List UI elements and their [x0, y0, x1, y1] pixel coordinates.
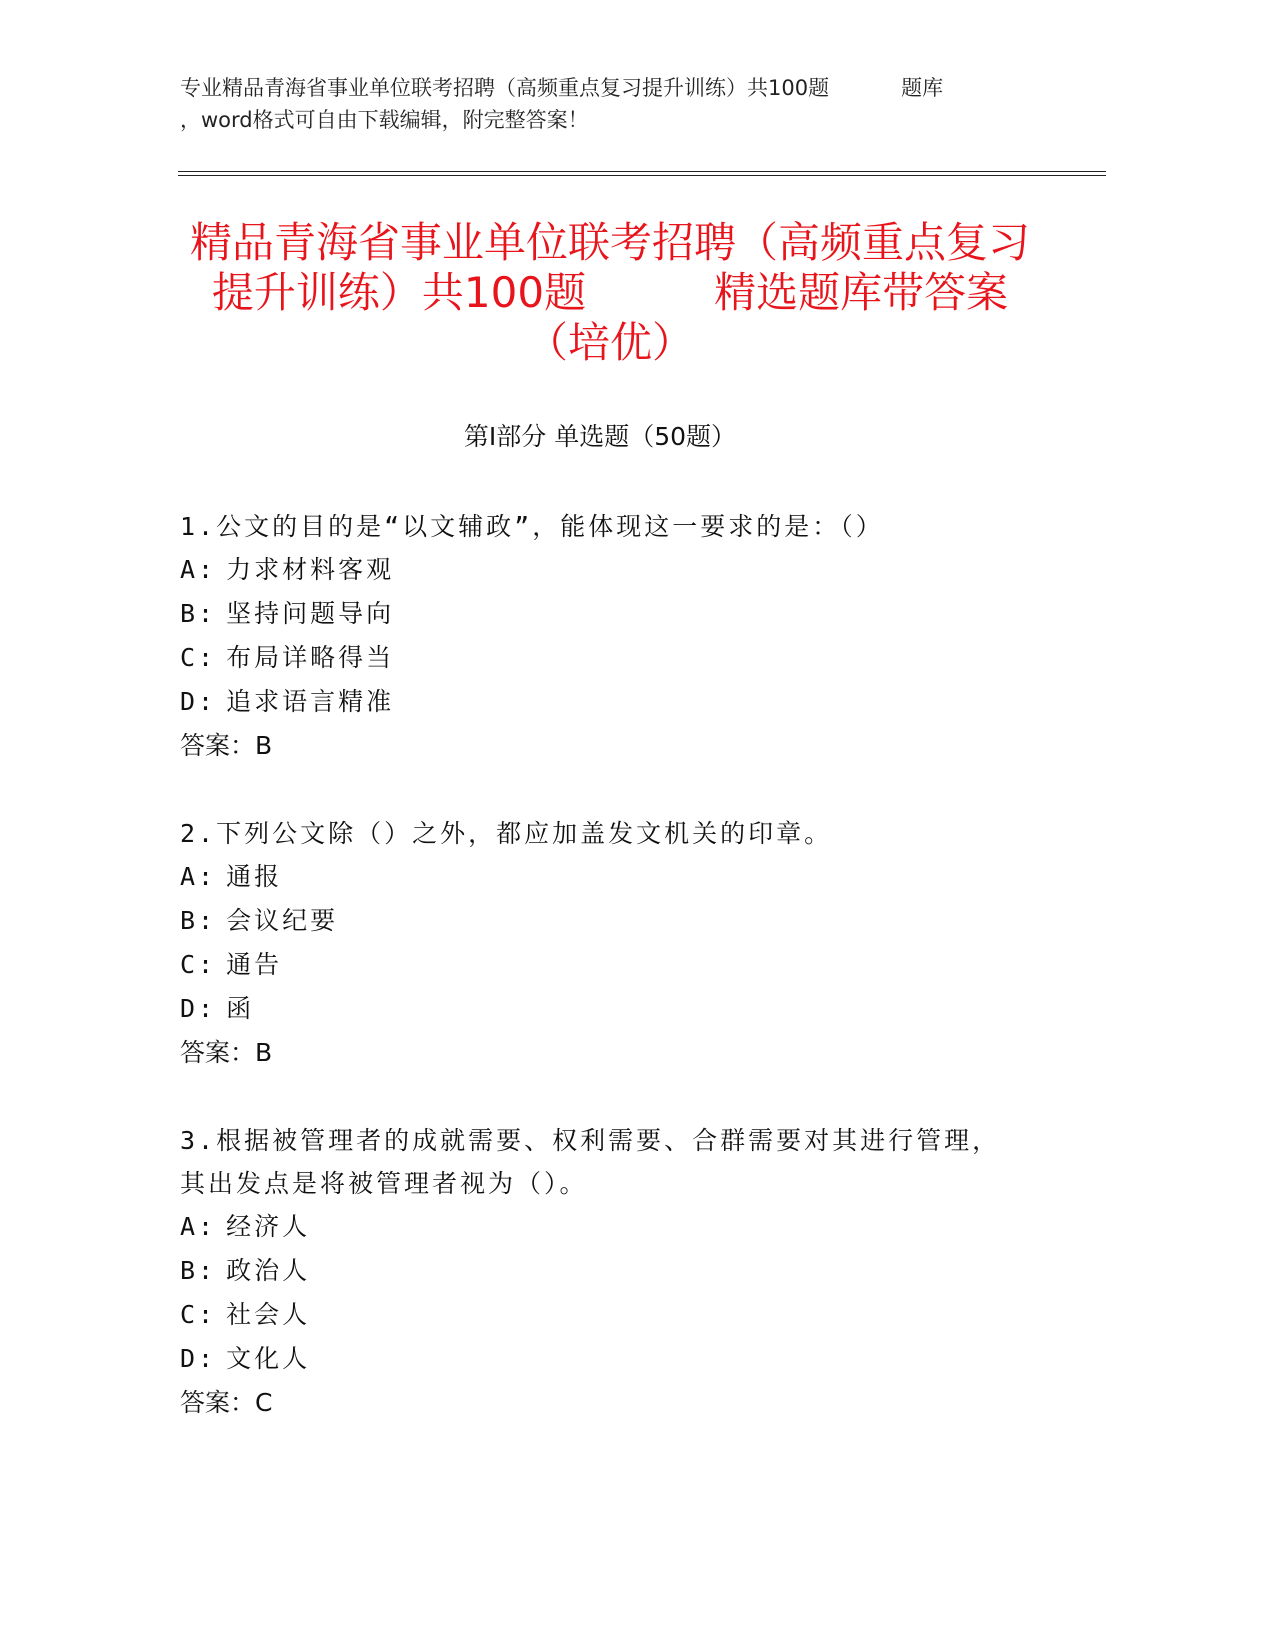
option-key: A: — [180, 862, 217, 891]
option-key: A: — [180, 555, 217, 584]
document-title — [175, 218, 1045, 368]
option-b — [180, 899, 1020, 943]
question-2 — [180, 812, 1020, 1075]
answer-line — [180, 724, 1020, 768]
question-text: 2.下列公文除（）之外，都应加盖发文机关的印章。 — [180, 819, 833, 848]
header-line-1 — [180, 72, 1060, 104]
option-key: C: — [180, 643, 217, 672]
answer-line — [180, 1031, 1020, 1075]
page-header — [180, 72, 1060, 136]
question-1 — [180, 505, 1020, 768]
option-key: C: — [180, 1300, 217, 1329]
question-list — [180, 505, 1020, 1469]
answer-label: 答案： — [180, 731, 256, 760]
question-text: 3.根据被管理者的成就需要、权利需要、合群需要对其进行管理，其出发点是将被管理者视为（）。 — [180, 1126, 1001, 1198]
option-key: B: — [180, 906, 217, 935]
option-b — [180, 592, 1020, 636]
option-text: 政治人 — [226, 1256, 311, 1285]
answer-label: 答案： — [180, 1388, 256, 1417]
option-text: 社会人 — [226, 1300, 311, 1329]
option-d — [180, 1337, 1020, 1381]
option-d — [180, 680, 1020, 724]
option-key: B: — [180, 1256, 217, 1285]
option-key: B: — [180, 599, 217, 628]
header-tag-text: 题库 — [901, 76, 944, 100]
option-text: 文化人 — [226, 1344, 311, 1373]
answer-value: B — [255, 1038, 273, 1067]
answer-line — [180, 1381, 1020, 1425]
question-text: 1.公文的目的是“以文辅政”，能体现这一要求的是：（） — [180, 512, 884, 541]
option-text: 函 — [226, 994, 255, 1023]
option-text: 通告 — [226, 950, 283, 979]
option-key: A: — [180, 1212, 217, 1241]
answer-value: B — [255, 731, 273, 760]
option-text: 追求语言精准 — [226, 687, 395, 716]
option-a — [180, 548, 1020, 592]
option-text: 坚持问题导向 — [226, 599, 395, 628]
header-line-2: ，word格式可自由下载编辑，附完整答案！ — [180, 108, 589, 132]
option-c — [180, 1293, 1020, 1337]
option-text: 布局详略得当 — [226, 643, 395, 672]
header-title-text: 专业精品青海省事业单位联考招聘（高频重点复习提升训练）共100题 — [180, 76, 830, 100]
option-text: 会议纪要 — [226, 906, 339, 935]
section-title: 第Ⅰ部分 单选题（50题） — [463, 422, 737, 451]
option-text: 通报 — [226, 862, 283, 891]
option-text: 经济人 — [226, 1212, 311, 1241]
option-b — [180, 1249, 1020, 1293]
question-3 — [180, 1119, 1020, 1425]
option-key: D: — [180, 687, 217, 716]
option-key: D: — [180, 1344, 217, 1373]
option-a — [180, 1205, 1020, 1249]
title-part-2: 精选题库带答案（培优） — [525, 268, 1009, 367]
answer-label: 答案： — [180, 1038, 256, 1067]
option-key: C: — [180, 950, 217, 979]
title-part-1: 精品青海省事业单位联考招聘（高频重点复习提升训练）共100题 — [189, 218, 1030, 317]
header-divider-top — [178, 171, 1106, 172]
answer-value: C — [255, 1388, 273, 1417]
header-divider-bottom — [178, 175, 1106, 176]
option-text: 力求材料客观 — [226, 555, 395, 584]
option-a — [180, 855, 1020, 899]
option-d — [180, 987, 1020, 1031]
option-c — [180, 943, 1020, 987]
option-c — [180, 636, 1020, 680]
option-key: D: — [180, 994, 217, 1023]
